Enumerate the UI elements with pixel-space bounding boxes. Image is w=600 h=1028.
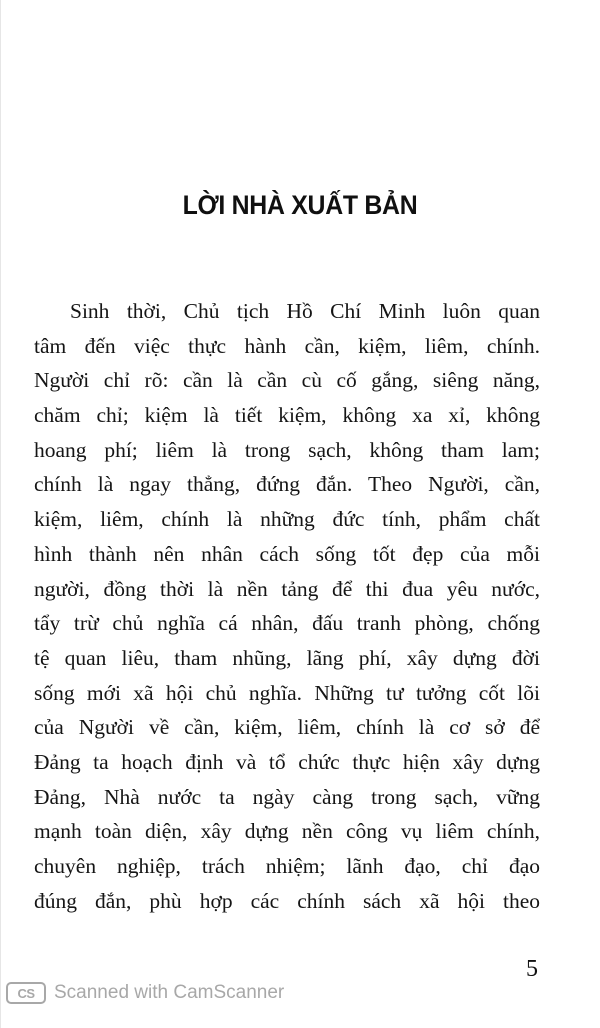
paragraph-line: mạnh toàn diện, xây dựng nền công vụ liêm chính,	[34, 819, 540, 844]
paragraph-line: hoang phí; liêm là trong sạch, không tham lam;	[34, 437, 540, 462]
paragraph-line: chính là ngay thẳng, đứng đắn. Theo Người, cần,	[34, 472, 540, 497]
paragraph-line: tâm đến việc thực hành cần, kiệm, liêm, chính.	[34, 333, 540, 358]
paragraph-line: Sinh thời, Chủ tịch Hồ Chí Minh luôn quan	[70, 299, 540, 323]
paragraph-line: Đảng, Nhà nước ta ngày càng trong sạch, vững	[34, 784, 540, 809]
page-title: LỜI NHÀ XUẤT BẢN	[182, 190, 418, 220]
paragraph-line: chăm chỉ; kiệm là tiết kiệm, không xa xỉ, không	[34, 403, 540, 428]
page-number: 5	[526, 956, 538, 982]
paragraph-line: tệ quan liêu, tham nhũng, lãng phí, xây dựng đời	[34, 645, 540, 670]
paragraph-line: hình thành nên nhân cách sống tốt đẹp của mỗi	[34, 541, 540, 566]
paragraph-line: kiệm, liêm, chính là những đức tính, phẩm chất	[34, 507, 540, 532]
paragraph-line: Đảng ta hoạch định và tổ chức thực hiện xây dựng	[34, 749, 540, 774]
paragraph-line: sống mới xã hội chủ nghĩa. Những tư tưởng cốt lõi	[34, 680, 540, 705]
paragraph-line: người, đồng thời là nền tảng để thi đua yêu nước,	[34, 576, 540, 601]
watermark-text: Scanned with CamScanner	[54, 982, 285, 1003]
paragraph-line: chuyên nghiệp, trách nhiệm; lãnh đạo, chỉ đạo	[34, 854, 540, 878]
paragraph-line: Người chỉ rõ: cần là cần cù cố gắng, siêng năng,	[34, 368, 540, 393]
paragraph-line: tẩy trừ chủ nghĩa cá nhân, đấu tranh phòng, chống	[34, 611, 540, 636]
body-paragraph	[34, 294, 540, 918]
camscanner-watermark	[6, 982, 284, 1004]
camscanner-logo-icon: CS	[6, 982, 46, 1004]
paragraph-line: của Người về cần, kiệm, liêm, chính là cơ sở để	[34, 715, 540, 740]
paragraph-line: đúng đắn, phù hợp các chính sách xã hội theo	[34, 888, 540, 913]
